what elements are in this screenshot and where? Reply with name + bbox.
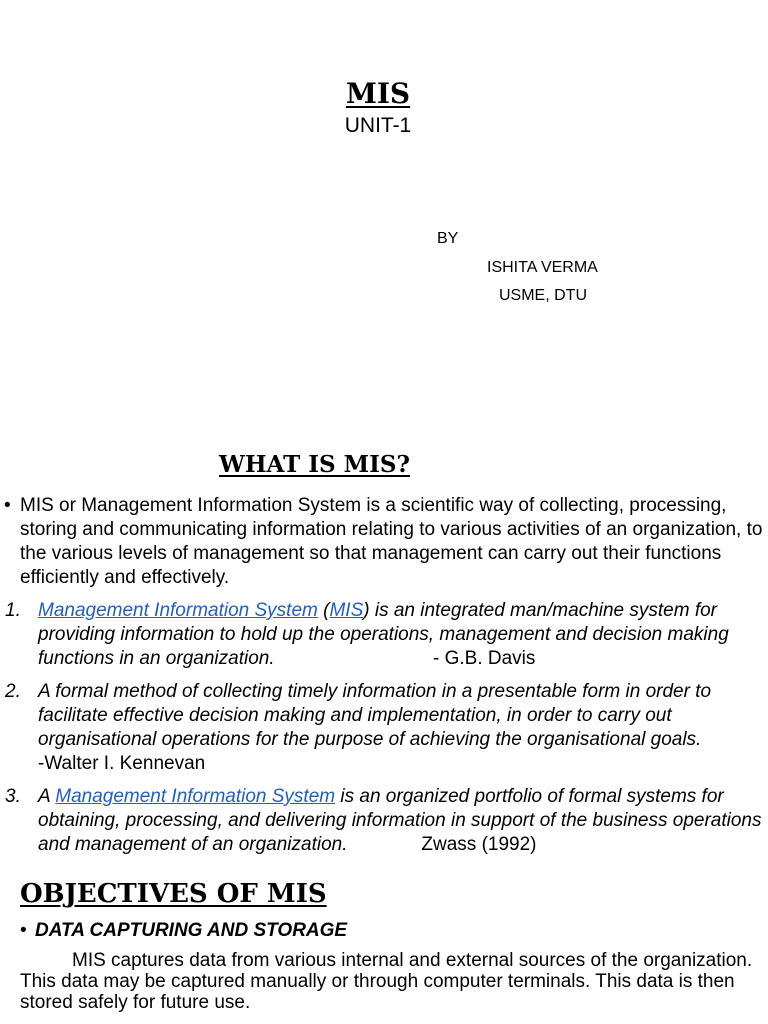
author-name: ISHITA VERMA (487, 259, 598, 276)
definition-item-1 (38, 599, 766, 671)
definition-gap (348, 834, 422, 855)
definition-attribution: -Walter I. Kennevan (38, 753, 206, 774)
list-number: 1. (5, 600, 21, 621)
definition-gap (275, 648, 433, 669)
wiki-link-management-information-system[interactable]: Management Information System (38, 600, 318, 621)
definition-text: is an organized portfolio of formal systems for obtaining, processing, and delivering information in support of the business operations and management of an organization. (38, 786, 762, 855)
objective-body: MIS captures data from various internal and external sources of the organization. This data may be captured manually or through computer terminals. This data is then stored safely for future use. (20, 950, 753, 1013)
list-number: 2. (5, 681, 21, 702)
section-heading-what-is-mis: WHAT IS MIS? (219, 451, 410, 478)
definition-text: ( (317, 600, 330, 621)
objective-title: DATA CAPTURING AND STORAGE (35, 920, 348, 941)
author-affiliation: USME, DTU (499, 287, 587, 304)
bullet-icon: • (20, 920, 27, 941)
wiki-link-management-information-system[interactable]: Management Information System (55, 786, 336, 807)
by-label: BY (437, 230, 459, 247)
definition-item-3 (38, 785, 766, 857)
bullet-icon: • (4, 495, 11, 516)
definition-attribution: - G.B. Davis (432, 648, 536, 669)
definition-attribution: Zwass (1992) (421, 834, 537, 855)
definition-text: ) is an integrated man/machine system for providing information to hold up the operations, management and decision making functions in an organization. (38, 600, 729, 669)
definition-item-2 (38, 680, 766, 776)
definition-text: A formal method of collecting timely information in a presentable form in order to facilitate effective decision making and implementation, in order to carry out organisational operations for the purpose of achieving the organisational goals. (38, 681, 712, 750)
document-subtitle: UNIT-1 (344, 114, 412, 137)
intro-paragraph: MIS or Management Information System is a scientific way of collecting, processing, storing and communicating information relating to various activities of an organization, to the various levels of management so that management can carry out their functions efficiently and effectively. (20, 495, 763, 588)
wiki-link-mis[interactable]: MIS (329, 600, 364, 621)
document-title: MIS (345, 77, 411, 110)
list-number: 3. (5, 786, 21, 807)
definition-text: A (38, 786, 56, 807)
section-heading-objectives: OBJECTIVES OF MIS (20, 879, 327, 909)
